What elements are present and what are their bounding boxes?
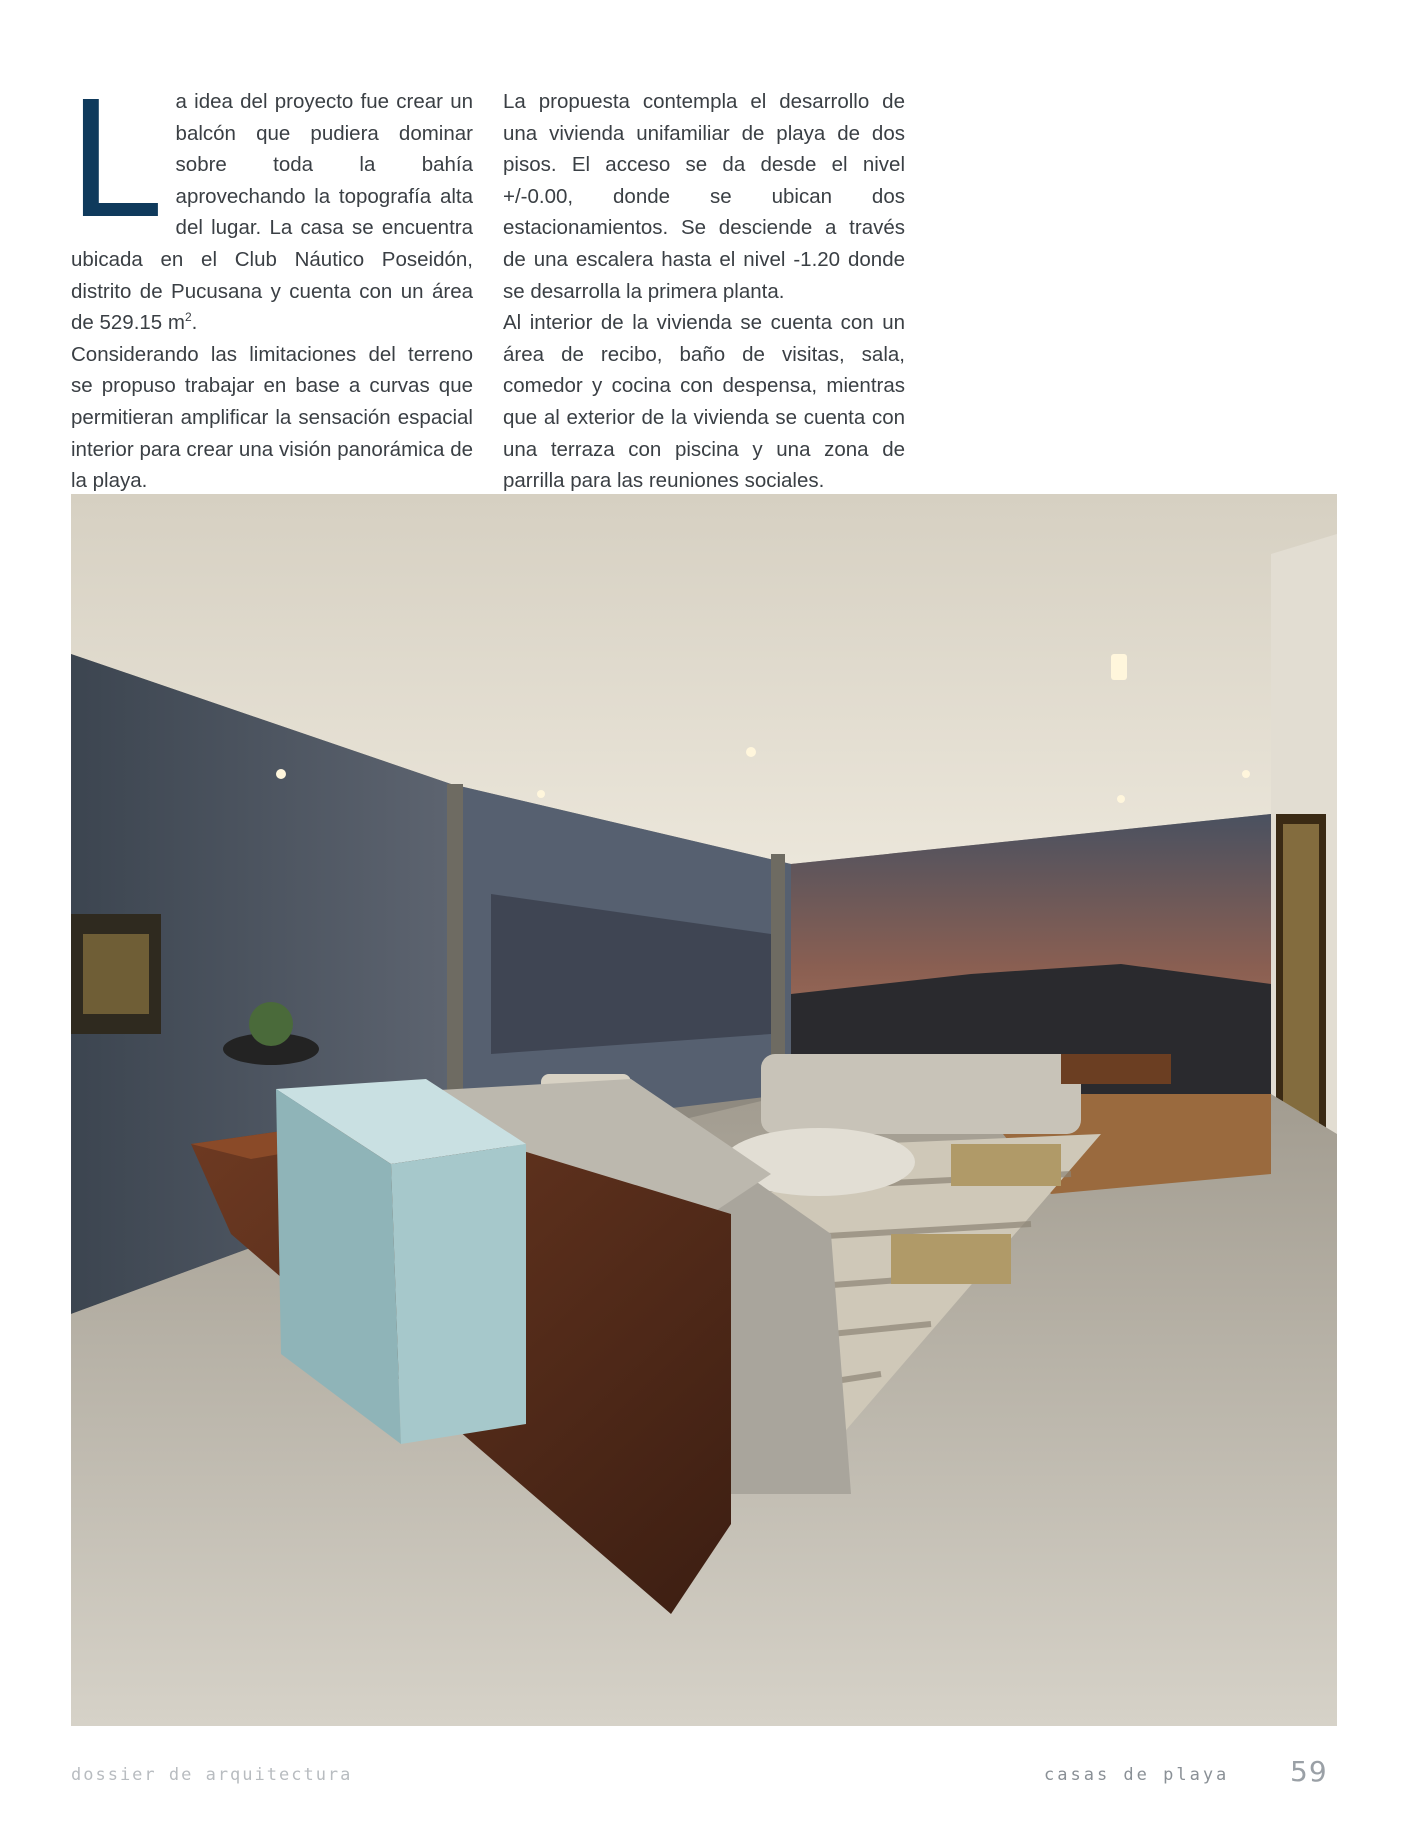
- paragraph-intro-text: a idea del proyecto fue crear un balcón que pudiera dominar sobre toda la bahía aprovechando la topografía alta del lugar. La casa se encuentra ubicada en el Club Náutico Poseidón, distrito de Pucusana y cuenta con un área de 529.15 m: [71, 90, 473, 335]
- living-room-photo: [71, 494, 1337, 1726]
- text-column-left: [69, 63, 473, 497]
- footer-section-name: casas de playa: [1044, 1765, 1230, 1785]
- page-number: 59: [1290, 1755, 1328, 1788]
- paragraph-terrain: Considerando las limitaciones del terreno se propuso trabajar en base a curvas que permitieran amplificar la sensación espacial interior para crear una visión panorámica de la playa.: [71, 342, 473, 493]
- dining-table: [1061, 1054, 1171, 1084]
- paragraph-intro-end: .: [191, 311, 198, 335]
- paragraph-interior: Al interior de la vivienda se cuenta con un área de recibo, baño de visitas, sala, comedor y cocina con despensa, mientras que al exterior de la vivienda se cuenta con una terraza con piscina y una zona de parrilla para las reuniones sociales.: [503, 311, 905, 493]
- superscript-2: 2: [184, 310, 192, 325]
- plant: [249, 1002, 293, 1046]
- sofa-back: [761, 1054, 1081, 1134]
- footer-magazine-name: dossier de arquitectura: [71, 1765, 353, 1785]
- paragraph-proposal: La propuesta contempla el desarrollo de una vivienda unifamiliar de playa de dos pisos. El acceso se da desde el nivel +/-0.00, donde se ubican dos estacionamientos. Se desciende a través de una escalera hasta el nivel -1.20 donde se desarrolla la primera planta.: [503, 90, 905, 303]
- stool: [891, 1234, 1011, 1284]
- text-column-right: [503, 86, 905, 497]
- drop-cap: L: [69, 63, 164, 253]
